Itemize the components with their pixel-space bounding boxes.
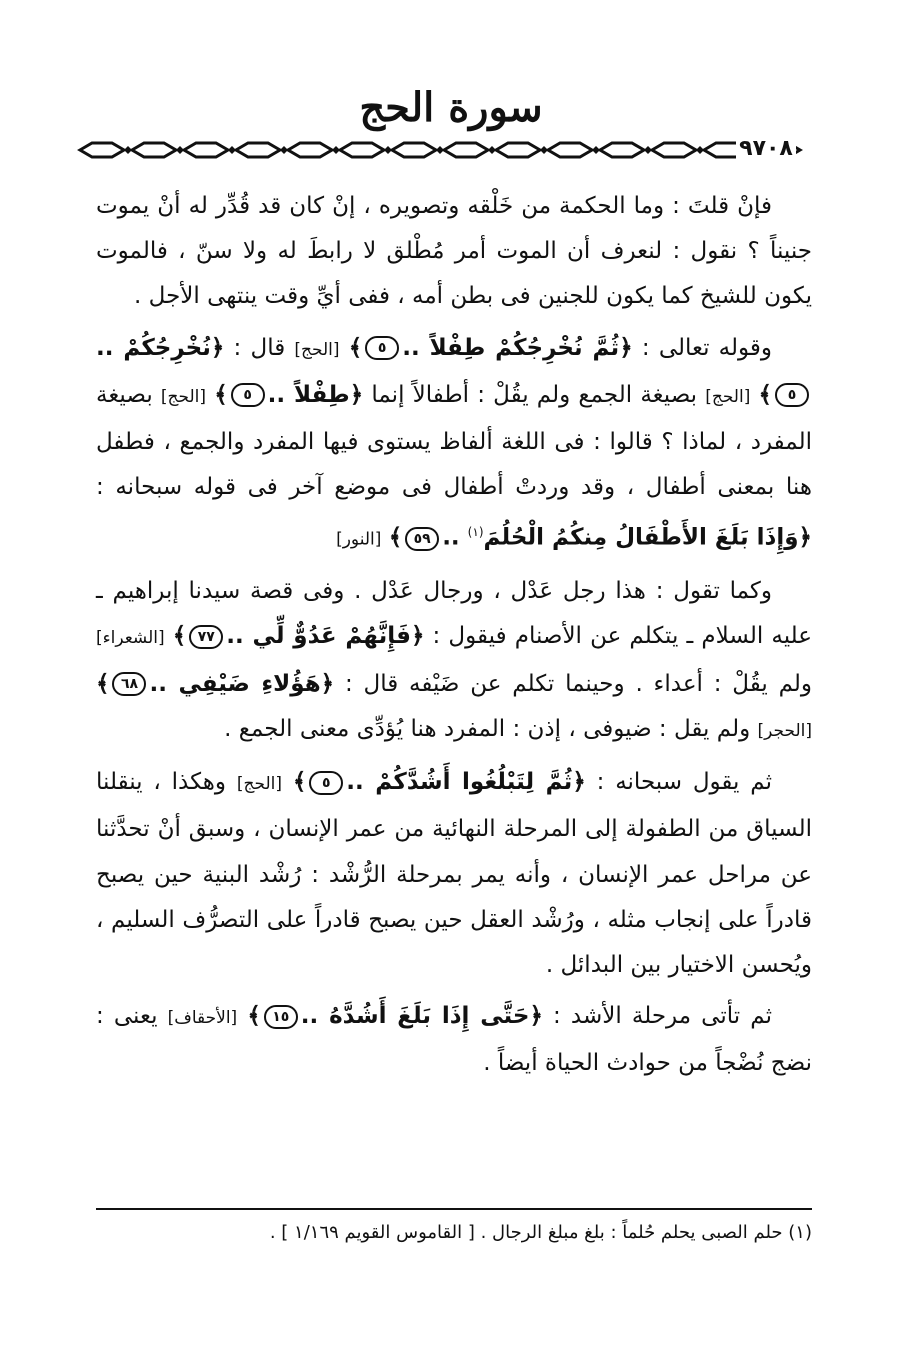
paragraph-text: فإنْ قلتَ : وما الحكمة من خَلْقه وتصويره ، إنْ كان قد قُدِّر له أنْ يموت جنيناً ؟ نقول : لنعرف أن الموت أمر مُطْلق لا رابطَ له ولا سنّ ، فالموت يكون للشيخ كما يكون للجنين فى بطن أمه ، ففى أيِّ وقت ينتهى الأجل . [96, 193, 812, 310]
close-brace-icon: ﴾ [758, 381, 772, 408]
footnote-marker: (١) [467, 525, 484, 540]
paragraph-2 [96, 326, 812, 564]
quran-verse: ثُمَّ نُخْرِجُكُمْ طِفْلاً .. [402, 334, 620, 361]
paragraph-text: قال : [224, 334, 295, 361]
close-brace-icon: ﴾ [247, 1003, 261, 1030]
open-brace-icon: ﴿ [798, 525, 812, 552]
paragraph-text: وقوله تعالى : [632, 334, 773, 361]
paragraph-4 [96, 760, 812, 988]
close-brace-icon: ﴾ [214, 381, 228, 408]
verse-source: [الشعراء] [96, 628, 165, 649]
footnote: (١) حلم الصبى يحلم حُلماً : بلغ مبلغ الرجال . [ القاموس القويم ١/١٦٩ ] . [269, 1222, 812, 1243]
paragraph-text: وهكذا ، ينقلنا السياق من الطفولة إلى المرحلة النهائية من عمر الإنسان ، وسبق أنْ تحدَّثنا عن مراحل عمر الإنسان ، وأنه يمر بمرحلة الرُّشْد : رُشْد البنية حين يصبح قادراً على إنجاب مثله ، ورُشْد العقل حين يصبح قادراً على التصرُّف السليم ، ويُحسن الاختيار بين البدائل . [96, 769, 812, 978]
page-number: ٩٧٠٨ [736, 134, 796, 164]
quran-verse: وَإِذَا بَلَغَ الأَطْفَالُ مِنكُمُ الْحُلُمَ [483, 525, 799, 552]
paragraph-text: وكما تقول : هذا رجل عَدْل ، ورجال عَدْل . وفى قصة سيدنا إبراهيم ـ عليه السلام ـ يتكلم عن الأصنام فيقول : [96, 578, 812, 650]
open-brace-icon: ﴿ [349, 381, 364, 408]
open-brace-icon: ﴿ [320, 670, 335, 697]
paragraph-3 [96, 569, 812, 754]
ayah-number: ٥٩ [405, 527, 439, 551]
paragraph-text: ثم يقول سبحانه : [585, 769, 772, 796]
ayah-number: ٥ [775, 383, 809, 407]
paragraph-1 [96, 184, 812, 320]
quran-verse: ثُمَّ لِتَبْلُغُوا أَشُدَّكُمْ .. [346, 769, 573, 796]
paragraph-text: ولم يقُلْ : أعداء . وحينما تكلم عن ضَيْفه قال : [334, 670, 812, 697]
surah-title: سورة الحج [359, 84, 543, 131]
body-text [96, 184, 812, 1087]
verse-source: [الحج] [236, 774, 282, 795]
verse-tail: .. [442, 525, 468, 552]
footnote-separator [96, 1208, 812, 1210]
paragraph-text: يعنى : نضج نُضْجاً من حوادث الحياة أيضاً . [96, 1003, 812, 1077]
verse-source: [النور] [336, 530, 382, 551]
quran-verse: حَتَّى إِذَا بَلَغَ أَشُدَّهُ .. [300, 1003, 530, 1030]
open-brace-icon: ﴿ [410, 623, 425, 650]
paragraph-text: ثم تأتى مرحلة الأشد : [542, 1003, 772, 1030]
open-brace-icon: ﴿ [619, 334, 633, 361]
verse-source: [الحج] [160, 386, 207, 407]
close-brace-icon: ﴾ [292, 769, 307, 796]
close-brace-icon: ﴾ [348, 334, 363, 361]
ayah-number: ٥ [231, 383, 265, 407]
close-brace-icon: ﴾ [388, 525, 403, 552]
quran-verse: طِفْلاً .. [267, 381, 350, 408]
open-brace-icon: ﴿ [572, 769, 586, 796]
close-brace-icon: ﴾ [96, 670, 110, 697]
paragraph-text: ولم يقل : ضيوفى ، إذن : المفرد هنا يُؤدِّى معنى الجمع . [224, 715, 758, 742]
verse-source: [الحجر] [757, 720, 812, 741]
open-brace-icon: ﴿ [210, 334, 225, 361]
verse-source: [الحج] [294, 339, 340, 360]
ayah-number: ١٥ [264, 1005, 298, 1029]
quran-verse: نُخْرِجُكُمْ .. [96, 334, 211, 361]
ayah-number: ٥ [365, 336, 399, 360]
paragraph-text: بصيغة المفرد ، لماذا ؟ قالوا : فى اللغة ألفاظ يستوى فيها المفرد والجمع ، فطفل هنا بمعنى أطفال ، وقد وردتْ أطفال فى موضع آخر فى قوله سبحانه : [96, 381, 812, 501]
verse-source: [الحج] [705, 386, 751, 407]
quran-verse: فَإِنَّهُمْ عَدُوٌّ لِّي .. [226, 623, 411, 650]
open-brace-icon: ﴿ [529, 1003, 543, 1030]
paragraph-text: بصيغة الجمع ولم يقُلْ : أطفالاً إنما [363, 381, 706, 408]
ayah-number: ٦٨ [112, 672, 146, 696]
ayah-number: ٧٧ [189, 625, 223, 649]
ornament-divider [72, 138, 812, 162]
paragraph-5 [96, 994, 812, 1086]
quran-verse: هَؤُلاءِ ضَيْفِي .. [149, 670, 321, 697]
verse-source: [الأحقاف] [167, 1008, 238, 1029]
close-brace-icon: ﴾ [172, 623, 187, 650]
ayah-number: ٥ [309, 771, 343, 795]
